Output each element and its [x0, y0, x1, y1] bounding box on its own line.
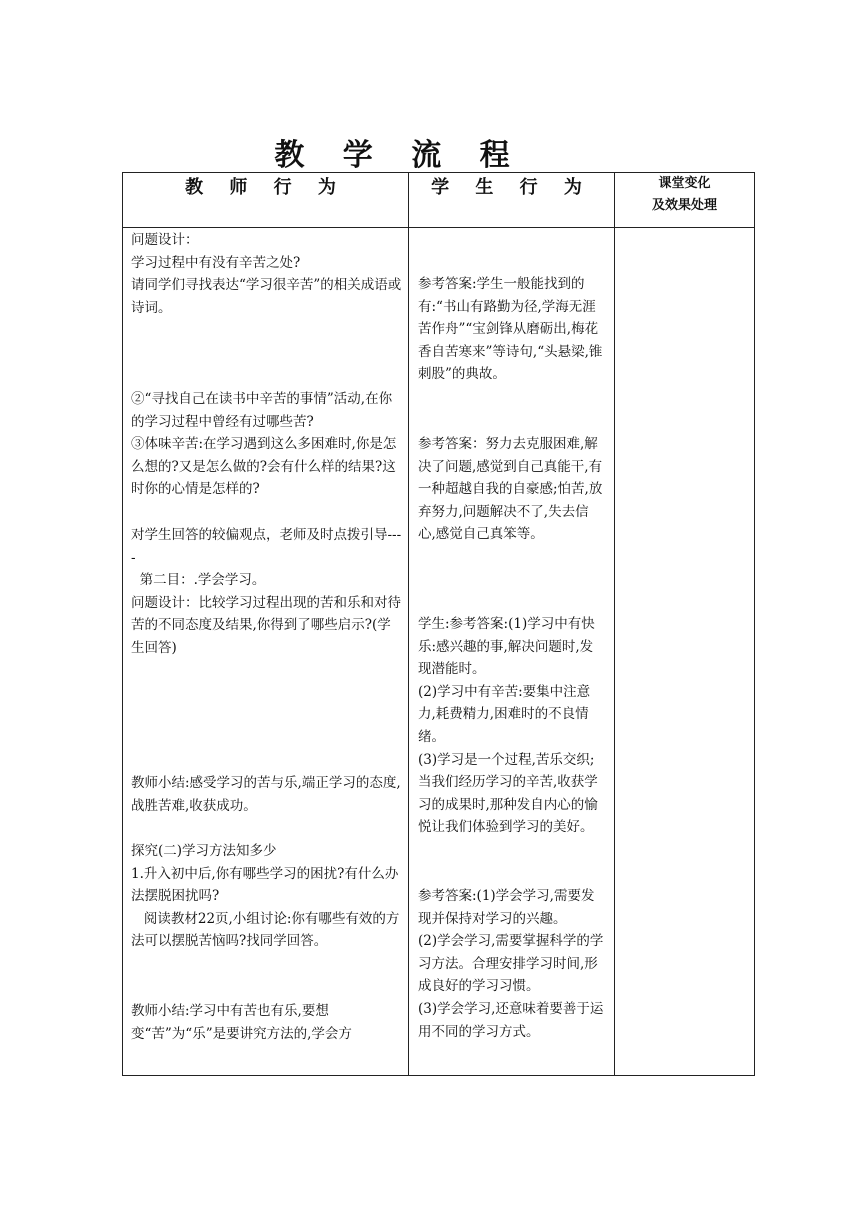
student-behavior-cell: [409, 228, 615, 1076]
header-student-behavior: 学 生 行 为: [409, 173, 615, 228]
page-title: 教 学 流 程: [274, 138, 524, 173]
teacher-block-6: 教师小结:学习中有苦也有乐,要想变“苦”为“乐”是要讲究方法的,学会方: [131, 1003, 352, 1042]
teacher-block-2: ②“寻找自己在读书中辛苦的事情”活动,在你的学习过程中曾经有过哪些苦? ③体味辛苦:在学习遇到这么多困难时,你是怎么想的?又是怎么做的?会有什么样的结果?这时你的心情是怎样的?: [131, 391, 397, 498]
teacher-block-1: 问题设计： 学习过程中有没有辛苦之处? 请同学们寻找表达“学习很辛苦”的相关成语或诗词。: [131, 232, 402, 316]
teacher-block-5: 探究(二)学习方法知多少 1.升入初中后,你有哪些学习的困扰?有什么办法摆脱困扰吗? 阅读教材22页,小组讨论:你有哪些有效的方法可以摆脱苦恼吗?找同学回答。: [131, 843, 400, 950]
teaching-flow-table: [122, 172, 755, 1076]
teacher-block-4: 教师小结:感受学习的苦与乐,端正学习的态度,战胜苦难,收获成功。: [131, 775, 401, 814]
header-teacher-behavior: 教 师 行 为: [123, 173, 409, 228]
student-block-4: 参考答案:(1)学会学习,需要发现并保持对学习的兴趣。 (2)学会学习,需要掌握科学的学习方法。合理安排学习时间,形成良好的学习习惯。 (3)学会学习,还意味着要善于运用不同的学习方式。: [418, 888, 604, 1040]
class-effect-cell: [615, 228, 755, 1076]
header-class-effect: [615, 173, 755, 228]
student-block-3: 学生:参考答案:(1)学习中有快乐:感兴趣的事,解决问题时,发现潜能时。 (2)学习中有辛苦:要集中注意力,耗费精力,困难时的不良情绪。 (3)学习是一个过程,苦乐交织;当我们经历学习的辛苦,收获学习的成果时,那种发自内心的愉悦让我们体验到学习的美好。: [418, 616, 598, 836]
header-class-effect-line1: 课堂变化: [658, 176, 711, 191]
teacher-behavior-cell: [123, 228, 409, 1076]
student-block-2: 参考答案：努力去克服困难,解决了问题,感觉到自己真能干,有一种超越自我的自豪感;怕苦,放弃努力,问题解决不了,失去信心,感觉自己真笨等。: [418, 436, 603, 543]
table-header-row: [123, 173, 755, 228]
table-body-row: [123, 228, 755, 1076]
teacher-block-3: 对学生回答的较偏观点，老师及时点拨引导---- 第二目：.学会学习。 问题设计：比较学习过程出现的苦和乐和对待苦的不同态度及结果,你得到了哪些启示?(学生回答): [131, 527, 402, 656]
student-block-1: 参考答案:学生一般能找到的有:“书山有路勤为径,学海无涯苦作舟”“宝剑锋从磨砺出,梅花香自苦寒来”等诗句,“头悬梁,锥刺股”的典故。: [418, 276, 603, 383]
header-class-effect-line2: 及效果处理: [651, 198, 717, 213]
